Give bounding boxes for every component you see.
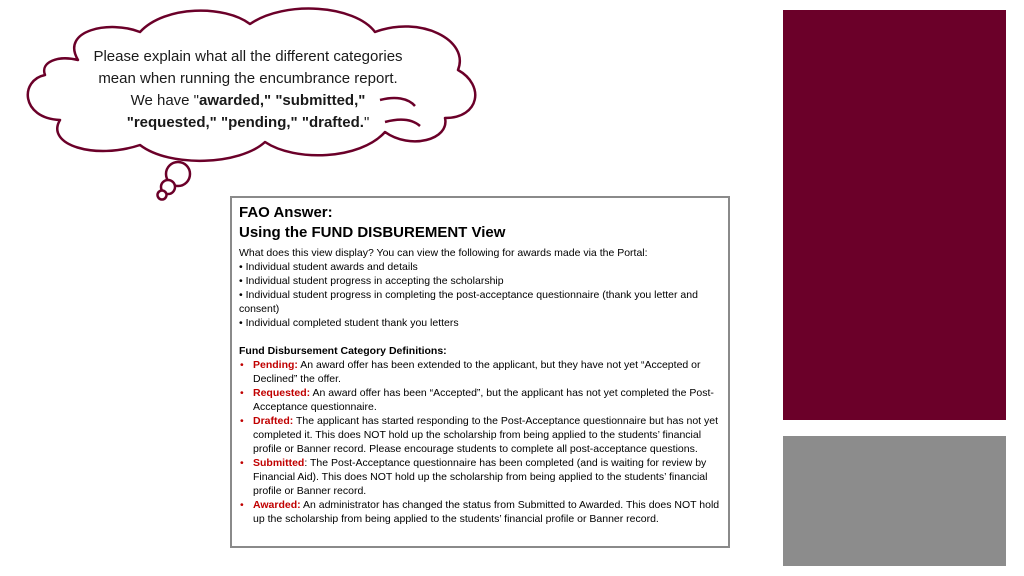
question-line-1: Please explain what all the different categories [93, 48, 403, 65]
question-line-3-prefix: We have " [130, 92, 200, 109]
question-line-3-bold: awarded," "submitted," [199, 92, 366, 109]
feature-item: • Individual student progress in completing the post-acceptance questionnaire (thank you letter and consent) [239, 289, 698, 315]
definitions-list [239, 358, 725, 526]
definition-drafted [239, 414, 725, 456]
question-text [78, 46, 418, 134]
definition-term: Drafted: [253, 415, 294, 427]
definition-term: Requested: [253, 387, 311, 399]
definition-awarded [239, 498, 725, 526]
definition-pending [239, 358, 725, 386]
definition-term: Awarded: [253, 499, 301, 511]
definition-text: An award offer has been “Accepted”, but the applicant has not yet completed the Post-Acceptance questionnaire. [253, 387, 714, 413]
question-line-4-bold: "requested," "pending," "drafted. [126, 114, 364, 131]
thought-bubble-small [158, 191, 167, 200]
definition-submitted [239, 456, 725, 498]
gray-accent-block [783, 436, 1006, 566]
maroon-accent-block [783, 10, 1006, 420]
definitions-heading: Fund Disbursement Category Definitions: [239, 345, 447, 357]
definition-requested [239, 386, 725, 414]
definition-term: Submitted [253, 457, 305, 469]
question-line-3 [78, 90, 418, 112]
feature-item: • Individual student progress in accepting the scholarship [239, 275, 504, 287]
definition-term: Pending: [253, 359, 298, 371]
answer-description: What does this view display? You can view the following for awards made via the Portal: [239, 247, 648, 259]
definition-text: The applicant has started responding to the Post-Acceptance questionnaire but has not yet completed it. This does NOT hold up the scholarship from being applied to the students’ financial profile or Banner record. Please encourage students to complete all post-acceptance questions. [253, 415, 719, 455]
definition-text: : The Post-Acceptance questionnaire has been completed (and is waiting for review by Financial Aid). This does NOT hold up the scholarship from being applied to the students’ financial profile or Banner record. [253, 457, 708, 497]
question-line-4-suffix: " [363, 114, 370, 131]
view-features-list [239, 260, 725, 330]
definition-text: An administrator has changed the status from Submitted to Awarded. This does NOT hold up the scholarship from being applied to the students’ financial profile or Banner record. [253, 499, 720, 525]
feature-item: • Individual student awards and details [239, 261, 418, 273]
feature-item: • Individual completed student thank you letters [239, 317, 459, 329]
question-line-2: mean when running the encumbrance report. [98, 70, 398, 87]
answer-heading: FAO Answer: [239, 204, 333, 221]
question-line-4 [78, 112, 418, 134]
definition-text: An award offer has been extended to the applicant, but they have not yet “Accepted or Declined” the offer. [253, 359, 701, 385]
answer-subheading: Using the FUND DISBUREMENT View [239, 224, 506, 241]
answer-box [230, 196, 730, 548]
